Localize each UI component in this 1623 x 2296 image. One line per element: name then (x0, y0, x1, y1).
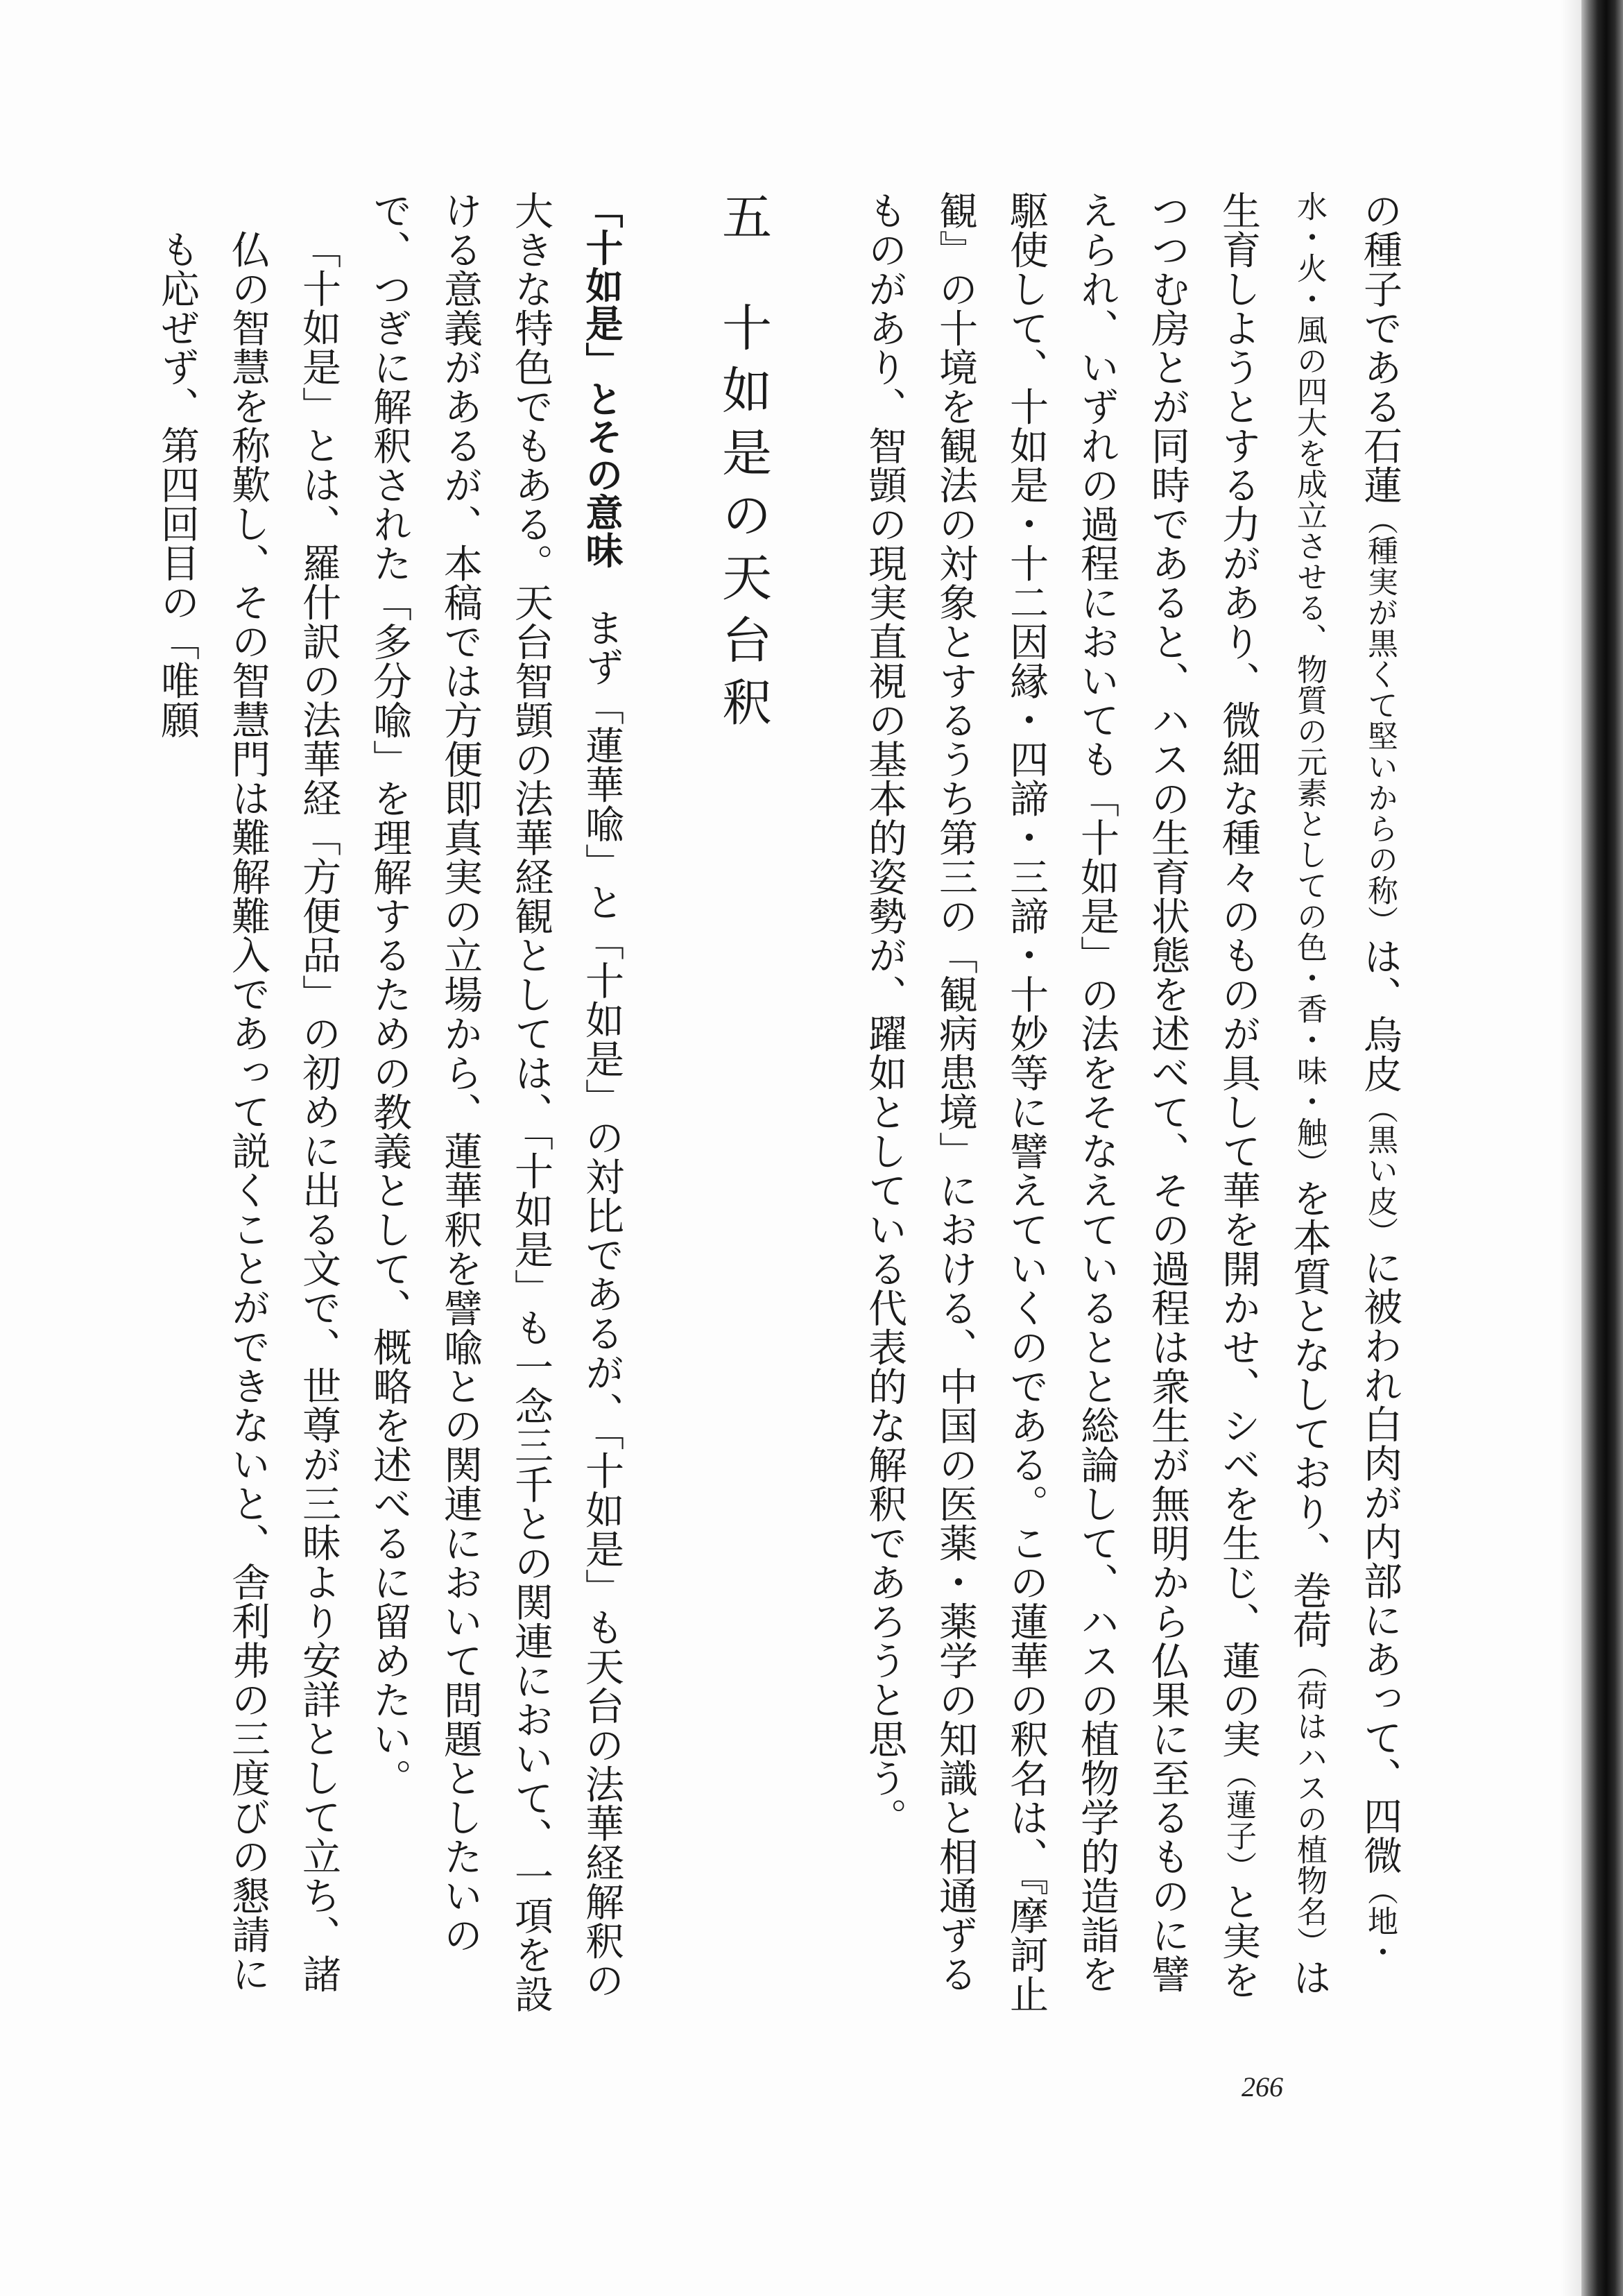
section-number: 五 (714, 191, 772, 253)
intro-note-4: （荷はハスの植物名） (1291, 1649, 1327, 1957)
binding-edge (1581, 0, 1623, 2296)
intro-text-4: を本質となしており、巻荷 (1287, 1179, 1332, 1649)
final-paragraph: 「十如是」とは、羅什訳の法華経「方便品」の初めに出る文で、世尊が三昧より安詳として立ち、諸仏の智慧を称歎し、その智慧門は難解難入であって説くことができないと、舎利弗の三度びの懇請にも応ぜず、第四回目の「唯願 (155, 230, 341, 1994)
vertical-text-body (42, 191, 1415, 2015)
subsection-heading: 「十如是」とその意味 (580, 191, 624, 569)
intro-note-1: （種実が黒くて堅いからの称） (1362, 504, 1398, 936)
subsection-text: まず「蓮華喩」と「十如是」の対比であるが、「十如是」も天台の法華経解釈の大きな特色でもある。天台智顗の法華経観としては、「十如是」も一念三千との関連において、一項を設ける意義があるが、本稿では方便即真実の立場から、蓮華釈を譬喩との関連において問題としたいので、つぎに解釈された「多分喩」を理解するための教義として、概略を述べるに留めたい。 (367, 191, 624, 2014)
intro-text-2: は、烏皮 (1357, 936, 1402, 1093)
intro-note-2: （黒い皮） (1362, 1093, 1398, 1248)
intro-text-5: は生育しようとする力があり、微細な種々のものが具して華を開かせ、シベを生じ、蓮の実 (1216, 191, 1332, 1997)
page-number: 266 (1242, 2071, 1283, 2102)
subsection-paragraph (354, 191, 637, 2015)
intro-note-5: （蓮子） (1221, 1758, 1256, 1882)
intro-note-3: （地・水・火・風の四大を成立させる、物質の元素としての色・香・味・触） (1291, 191, 1398, 1967)
intro-text-6: と実をつつむ房とが同時であると、ハスの生育状態を述べて、その過程は衆生が無明から仏果に至るものに譬えられ、いずれの過程においても「十如是」の法をそなえているとと総論して、ハスの植物学的造詣を駆使して、十如是・十二因縁・四諦・三諦・十妙等に譬えていくのである。この蓮華の釈名は、『摩訶止観』の十境を観法の対象とするうち第三の「観病患境」における、中国の医薬・薬学の知識と相通ずるものがあり、智顗の現実直視の基本的姿勢が、躍如としている代表的な解釈であろうと思う。 (862, 191, 1261, 2014)
section-title: 十如是の天台釈 (714, 302, 772, 739)
intro-text-3: に被われ白肉が内部にあって、四微 (1357, 1247, 1402, 1875)
section-heading (637, 191, 849, 2015)
binding-shadow (1561, 0, 1581, 2296)
intro-text-1: の種子である石蓮 (1357, 191, 1402, 504)
intro-paragraph (849, 191, 1415, 2015)
